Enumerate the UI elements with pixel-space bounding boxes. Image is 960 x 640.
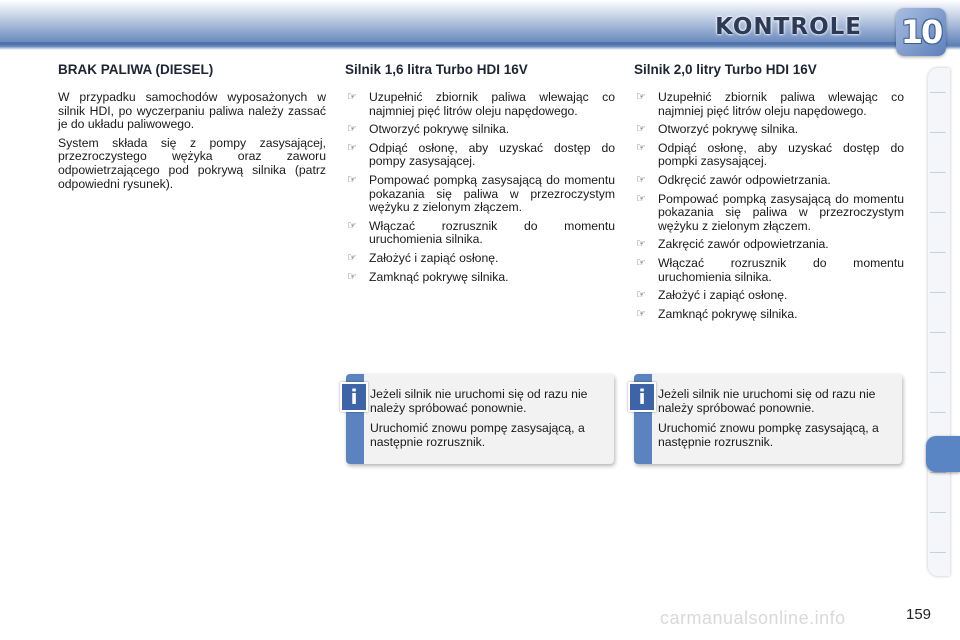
step-item <box>634 123 904 137</box>
chapter-title: KONTROLE <box>715 14 862 40</box>
sidebar-tick <box>930 412 946 413</box>
column-engine-20 <box>634 62 904 326</box>
section-heading-engine-20: Silnik 2,0 litry Turbo HDI 16V <box>634 62 817 77</box>
pointing-hand-icon: ☞ <box>347 91 357 103</box>
pointing-hand-icon: ☞ <box>347 270 357 283</box>
info-icon: i <box>628 382 656 412</box>
step-text: Zakręcić zawór odpowietrzania. <box>658 237 829 252</box>
step-text: Założyć i zapiąć osłonę. <box>369 250 499 265</box>
step-text: Założyć i zapiąć osłonę. <box>658 288 788 303</box>
step-item <box>634 193 904 234</box>
info-box-engine-16 <box>346 374 614 464</box>
pointing-hand-icon: ☞ <box>636 91 646 103</box>
pointing-hand-icon: ☞ <box>636 289 646 302</box>
step-item <box>345 271 615 285</box>
pointing-hand-icon: ☞ <box>347 123 357 136</box>
info-note: Jeżeli silnik nie uruchomi się od razu nie należy spróbować ponownie. <box>658 387 876 415</box>
step-item <box>345 252 615 266</box>
info-note: Uruchomić znowu pompkę zasysającą, a następnie rozrusznik. <box>658 421 879 449</box>
step-item <box>634 91 904 118</box>
step-item <box>634 308 904 322</box>
step-text: Pompować pompką zasysającą do momentu pokazania się paliwa w przezroczystym wężyku z zielonym złączem. <box>369 172 615 215</box>
pointing-hand-icon: ☞ <box>636 256 646 269</box>
pointing-hand-icon: ☞ <box>636 307 646 320</box>
column-engine-16 <box>345 62 615 289</box>
step-text: Włączać rozrusznik do momentu uruchomienia silnika. <box>658 255 904 284</box>
pointing-hand-icon: ☞ <box>636 173 646 186</box>
chapter-sidebar <box>928 68 950 576</box>
step-text: Odkręcić zawór odpowietrzania. <box>658 172 831 187</box>
info-note: Uruchomić znowu pompę zasysającą, a następnie rozrusznik. <box>370 421 585 449</box>
info-text <box>370 388 610 456</box>
sidebar-tick <box>930 292 946 293</box>
step-item <box>634 238 904 252</box>
section-heading-engine-16: Silnik 1,6 litra Turbo HDI 16V <box>345 62 528 77</box>
step-text: Otworzyć pokrywę silnika. <box>658 122 799 137</box>
info-note: Jeżeli silnik nie uruchomi się od razu nie należy spróbować ponownie. <box>370 387 588 415</box>
step-item <box>345 123 615 137</box>
chapter-number: 10 <box>900 13 942 51</box>
sidebar-tick <box>930 132 946 133</box>
step-text: Odpiąć osłonę, aby uzyskać dostęp do pompki zasysającej. <box>658 140 904 169</box>
header-rule <box>0 42 900 45</box>
sidebar-tick <box>930 512 946 513</box>
step-item <box>634 142 904 169</box>
step-item <box>345 142 615 169</box>
steps-list-engine-16 <box>345 91 615 284</box>
step-text: Pompować pompką zasysającą do momentu pokazania się paliwa w przezroczystym wężyku z zielonym złączem. <box>658 191 904 233</box>
pointing-hand-icon: ☞ <box>636 192 646 205</box>
pointing-hand-icon: ☞ <box>636 238 646 251</box>
step-text: Zamknąć pokrywę silnika. <box>369 269 509 284</box>
step-text: Włączać rozrusznik do momentu uruchomienia silnika. <box>369 218 615 247</box>
steps-list-engine-20 <box>634 91 904 321</box>
watermark: carmanualsonline.info <box>660 608 846 628</box>
sidebar-tick <box>930 552 946 553</box>
sidebar-tick <box>930 332 946 333</box>
pointing-hand-icon: ☞ <box>636 141 646 154</box>
info-icon: i <box>340 382 368 412</box>
sidebar-tick <box>930 252 946 253</box>
step-text: Uzupełnić zbiornik paliwa wlewając co najmniej pięć litrów oleju napędowego. <box>369 90 615 118</box>
pointing-hand-icon: ☞ <box>347 173 357 186</box>
sidebar-tick <box>930 172 946 173</box>
sidebar-chapter-tab-active[interactable] <box>926 436 960 472</box>
page-header <box>0 0 960 50</box>
pointing-hand-icon: ☞ <box>347 251 357 264</box>
info-box-engine-20 <box>634 374 902 464</box>
info-text <box>658 388 898 456</box>
step-item <box>345 174 615 215</box>
step-text: Zamknąć pokrywę silnika. <box>658 306 798 321</box>
system-paragraph: System składa się z pompy zasysającej, przezroczystego wężyka oraz zaworu odpowietrzającego pod pokrywą silnika (patrz odpowiedni rysunek). <box>58 135 326 191</box>
sidebar-tick <box>930 212 946 213</box>
step-item <box>345 220 615 247</box>
step-item <box>634 289 904 303</box>
step-item <box>634 257 904 284</box>
column-fuel-out <box>58 62 326 196</box>
step-text: Otworzyć pokrywę silnika. <box>369 122 510 137</box>
step-item <box>634 174 904 188</box>
step-item <box>345 91 615 118</box>
sidebar-tick <box>930 472 946 473</box>
sidebar-tick <box>930 92 946 93</box>
page-number: 159 <box>906 606 932 623</box>
pointing-hand-icon: ☞ <box>347 141 357 154</box>
pointing-hand-icon: ☞ <box>347 219 357 232</box>
pointing-hand-icon: ☞ <box>636 123 646 136</box>
intro-paragraph: W przypadku samochodów wyposażonych w silnik HDI, po wyczerpaniu paliwa należy zassać je do układu paliwowego. <box>58 90 326 132</box>
section-heading-fuel-out: BRAK PALIWA (DIESEL) <box>58 62 214 77</box>
step-text: Uzupełnić zbiornik paliwa wlewając co najmniej pięć litrów oleju napędowego. <box>658 90 904 118</box>
chapter-number-badge <box>896 8 946 56</box>
sidebar-tick <box>930 372 946 373</box>
step-text: Odpiąć osłonę, aby uzyskać dostęp do pompy zasysającej. <box>369 140 615 169</box>
